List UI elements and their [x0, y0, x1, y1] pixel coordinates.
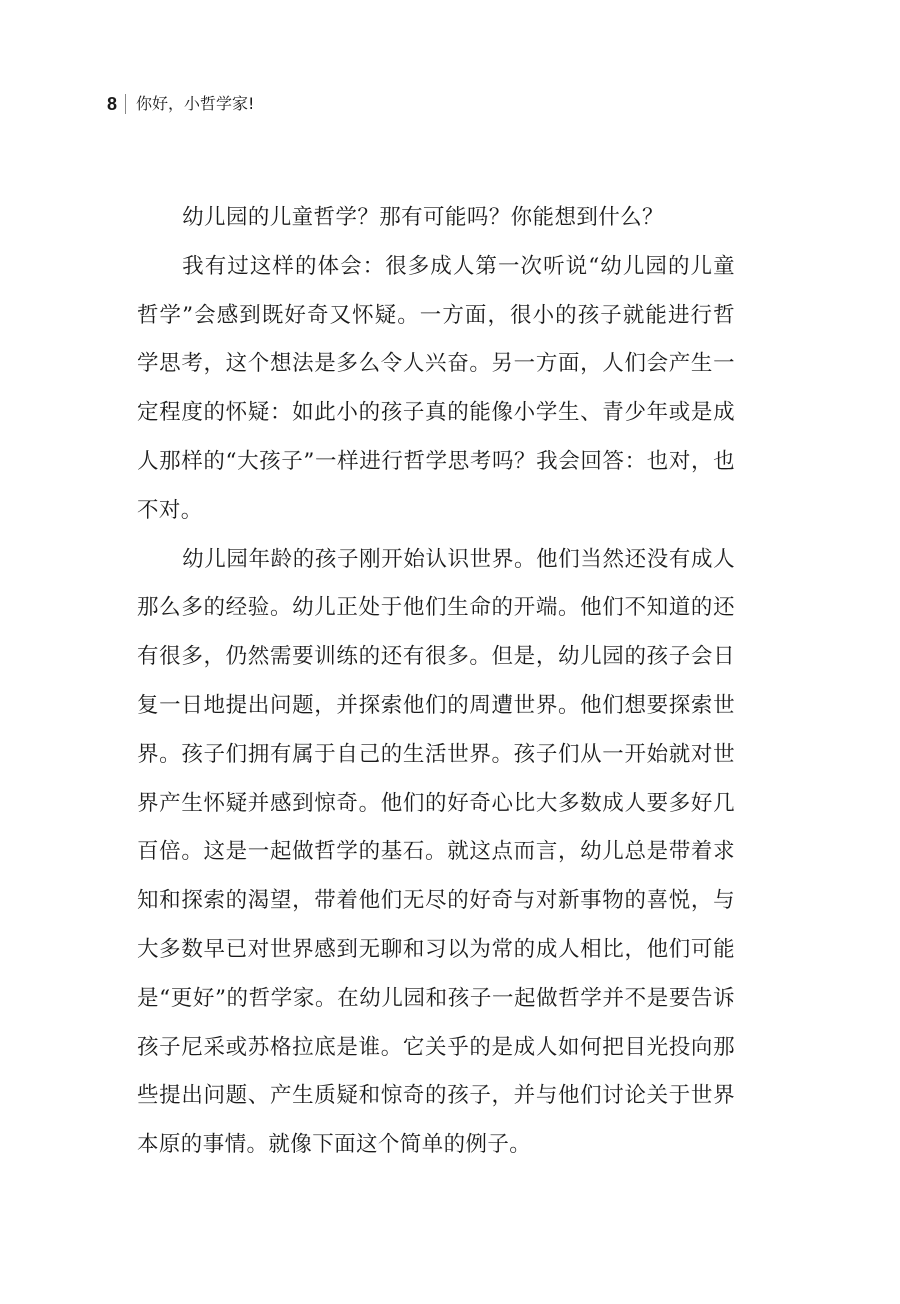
- book-title: 你好，小哲学家!: [136, 94, 255, 113]
- body-text: [137, 194, 735, 1170]
- paragraph-2: 我有过这样的体会：很多成人第一次听说“幼儿园的儿童哲学”会感到既好奇又怀疑。一方面，很小的孩子就能进行哲学思考，这个想法是多么令人兴奋。另一方面，人们会产生一定程度的怀疑：如此小的孩子真的能像小学生、青少年或是成人那样的“大孩子”一样进行哲学思考吗？我会回答：也对，也不对。: [137, 253, 735, 523]
- paragraph-3: 幼儿园年龄的孩子刚开始认识世界。他们当然还没有成人那么多的经验。幼儿正处于他们生命的开端。他们不知道的还有很多，仍然需要训练的还有很多。但是，幼儿园的孩子会日复一日地提出问题，并探索他们的周遭世界。他们想要探索世界。孩子们拥有属于自己的生活世界。孩子们从一开始就对世界产生怀疑并感到惊奇。他们的好奇心比大多数成人要多好几百倍。这是一起做哲学的基石。就这点而言，幼儿总是带着求知和探索的渴望，带着他们无尽的好奇与对新事物的喜悦，与大多数早已对世界感到无聊和习以为常的成人相比，他们可能是“更好”的哲学家。在幼儿园和孩子一起做哲学并不是要告诉孩子尼采或苏格拉底是谁。它关乎的是成人如何把目光投向那些提出问题、产生质疑和惊奇的孩子，并与他们讨论关于世界本原的事情。就像下面这个简单的例子。: [137, 546, 735, 1158]
- running-header: [107, 92, 254, 116]
- page-number: 8: [107, 94, 118, 114]
- header-divider: [125, 94, 126, 114]
- paragraph-1: 幼儿园的儿童哲学？那有可能吗？你能想到什么？: [182, 205, 664, 230]
